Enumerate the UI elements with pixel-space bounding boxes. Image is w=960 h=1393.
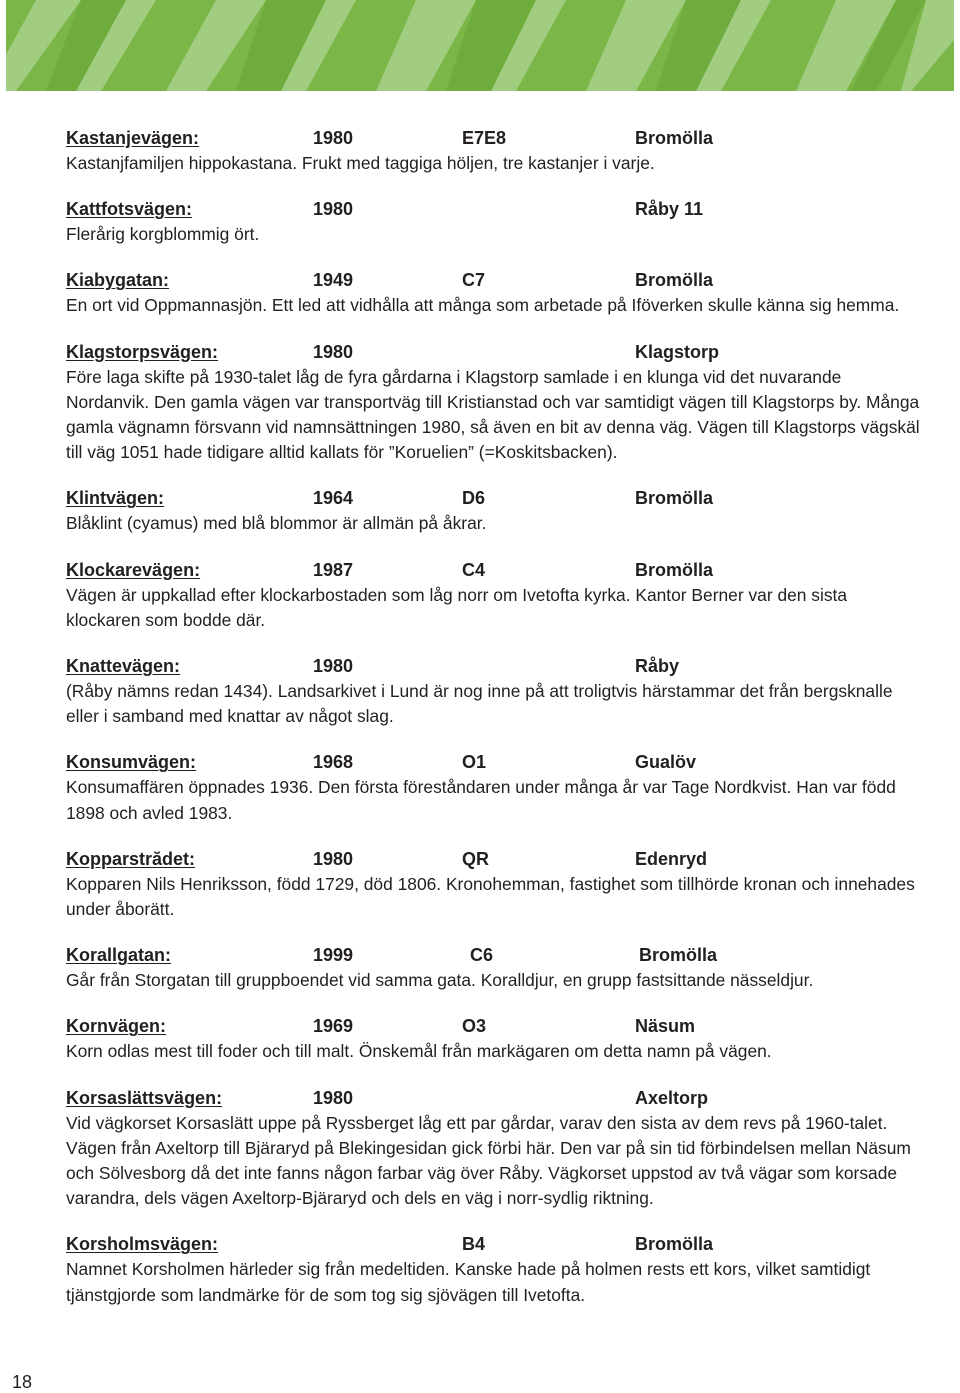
street-name: Kopparstrădet: <box>66 848 196 869</box>
entry-description: Blåklint (cyamus) med blå blommor är allmän på åkrar. <box>66 513 487 534</box>
entry-place: Gualöv <box>635 752 697 773</box>
entry-description: Före laga skifte på 1930-talet låg de fyra gårdarna i Klagstorp samlade i en klunga vid det nuvarande Nordanvik. Den gamla vägen var transportväg till Kristianstad och var samtidigt vägen till Klagstorps by. Många gamla vägnamn försvann vid namnsättningen 1980, så även en bit av denna väg. Vägen till Klagstorps vägskäl till väg 1051 hade tidigare alltid kallats för ”Koruelien” (=Koskitsbacken). <box>66 366 920 463</box>
entry-year: 1980 <box>313 128 354 148</box>
street-name: Klockarevägen: <box>66 559 201 580</box>
entry-header <box>66 268 926 293</box>
entry-description: Vägen är uppkallad efter klockarbostaden som låg norr om Ivetofta kyrka. Kantor Berner var den sista klockaren som bodde där. <box>66 584 848 630</box>
entry-place: Bromölla <box>635 128 714 148</box>
entry-place: Råby 11 <box>635 199 704 220</box>
entry-year: 1949 <box>313 270 354 291</box>
entry-description: Korn odlas mest till foder och till malt. Önskemål från markägaren om detta namn på vägen. <box>66 1041 772 1062</box>
entry-header <box>66 1086 926 1111</box>
leaf-pattern-graphic <box>6 0 954 91</box>
street-entry <box>66 268 926 318</box>
entry-description: (Råby nämns redan 1434). Landsarkivet i Lund är nog inne på att troligtvis härstammar det från bergsknalle eller i samband med knattar av något slag. <box>66 681 893 727</box>
street-entry <box>66 126 926 176</box>
entry-header <box>66 558 926 583</box>
street-name: Korsholmsvägen: <box>66 1234 219 1255</box>
street-name: Klintvägen: <box>66 488 165 509</box>
map-code: C7 <box>462 270 486 291</box>
street-entry <box>66 340 926 466</box>
entry-description: Vid vägkorset Korsaslätt uppe på Ryssberget låg ett par gårdar, varav den sista av dem revs på 1960-talet. Vägen från Axeltorp till Bjäraryd på Blekingesidan gick förbi här. Den var på sin tid förbindelsen mellan Näsum och Sölvesborg då det inte fanns någon farbar väg över Råby. Vägkorset uppstod av två vägar som korsade varandra, dels vägen Axeltorp-Bjäraryd och dels en väg i norr-sydlig riktning. <box>66 1112 911 1209</box>
map-code: D6 <box>462 488 486 509</box>
entry-header <box>66 943 926 968</box>
entry-header <box>66 847 926 872</box>
street-name-list <box>66 126 926 1329</box>
map-code: E7E8 <box>462 128 507 148</box>
street-entry <box>66 654 926 729</box>
entry-place: Bromölla <box>639 945 718 966</box>
entry-place: Råby <box>635 656 680 677</box>
entry-year: 1980 <box>313 199 354 220</box>
street-name: Konsumvägen: <box>66 752 197 773</box>
entry-place: Bromölla <box>635 270 714 291</box>
street-entry <box>66 847 926 922</box>
street-entry <box>66 1014 926 1064</box>
street-name: Kiabygatan: <box>66 270 170 291</box>
entry-year: 1987 <box>313 559 354 580</box>
entry-year: 1980 <box>313 656 354 677</box>
street-entry <box>66 1086 926 1212</box>
street-name: Korsaslättsvägen: <box>66 1087 223 1108</box>
entry-header <box>66 654 926 679</box>
street-entry <box>66 750 926 825</box>
entry-description: Namnet Korsholmen härleder sig från medeltiden. Kanske hade på holmen rests ett kors, vilket samtidigt tjänstgjorde som landmärke för de som tog sig sjövägen till Ivetofta. <box>66 1259 871 1305</box>
entry-description: Flerårig korgblommig ört. <box>66 224 260 245</box>
entry-description: Kopparen Nils Henriksson, född 1729, död 1806. Kronohemman, fastighet som tillhörde kronan och innehades under åborätt. <box>66 873 915 920</box>
street-name: Kattfotsvägen: <box>66 199 193 220</box>
entry-header <box>66 1232 926 1257</box>
entry-header <box>66 197 926 222</box>
entry-description: Går från Storgatan till gruppboendet vid samma gata. Koralldjur, en grupp fastsittande nässeldjur. <box>66 970 814 991</box>
entry-year: 1968 <box>313 752 354 773</box>
street-entry <box>66 1232 926 1307</box>
street-entry <box>66 558 926 633</box>
entry-header <box>66 126 926 151</box>
entry-year: 1999 <box>313 945 354 966</box>
entry-header <box>66 340 926 365</box>
street-entry <box>66 486 926 536</box>
entry-header <box>66 1014 926 1039</box>
map-code: C6 <box>470 945 494 966</box>
street-name: Kornvägen: <box>66 1016 167 1037</box>
page-number: 18 <box>12 1372 33 1392</box>
map-code: C4 <box>462 559 486 580</box>
map-code: B4 <box>462 1234 486 1255</box>
street-name: Klagstorpsvägen: <box>66 341 219 362</box>
street-name: Korallgatan: <box>66 945 172 966</box>
entry-year: 1980 <box>313 341 354 362</box>
entry-year: 1980 <box>313 1087 354 1108</box>
entry-year: 1980 <box>313 848 354 869</box>
header-banner <box>6 0 954 91</box>
entry-place: Klagstorp <box>635 341 720 362</box>
entry-year: 1969 <box>313 1016 354 1037</box>
entry-place: Bromölla <box>635 488 714 509</box>
street-name: Kastanjevägen: <box>66 128 200 148</box>
entry-place: Edenryd <box>635 848 708 869</box>
entry-header <box>66 750 926 775</box>
street-name: Knattevägen: <box>66 656 181 677</box>
street-entry <box>66 197 926 247</box>
entry-place: Bromölla <box>635 1234 714 1255</box>
entry-place: Axeltorp <box>635 1087 709 1108</box>
entry-description: Kastanjfamiljen hippokastana. Frukt med taggiga höljen, tre kastanjer i varje. <box>66 153 655 173</box>
entry-description: En ort vid Oppmannasjön. Ett led att vidhålla att många som arbetade på Iföverken skulle känna sig hemma. <box>66 295 900 316</box>
entry-year: 1964 <box>313 488 354 509</box>
entry-header <box>66 486 926 511</box>
entry-place: Näsum <box>635 1016 696 1037</box>
map-code: O1 <box>462 752 487 773</box>
map-code: QR <box>462 848 489 869</box>
entry-description: Konsumaffären öppnades 1936. Den första föreståndaren under många år var Tage Nordkvist. Han var född 1898 och avled 1983. <box>66 777 896 823</box>
street-entry <box>66 943 926 993</box>
map-code: O3 <box>462 1016 487 1037</box>
entry-place: Bromölla <box>635 559 714 580</box>
